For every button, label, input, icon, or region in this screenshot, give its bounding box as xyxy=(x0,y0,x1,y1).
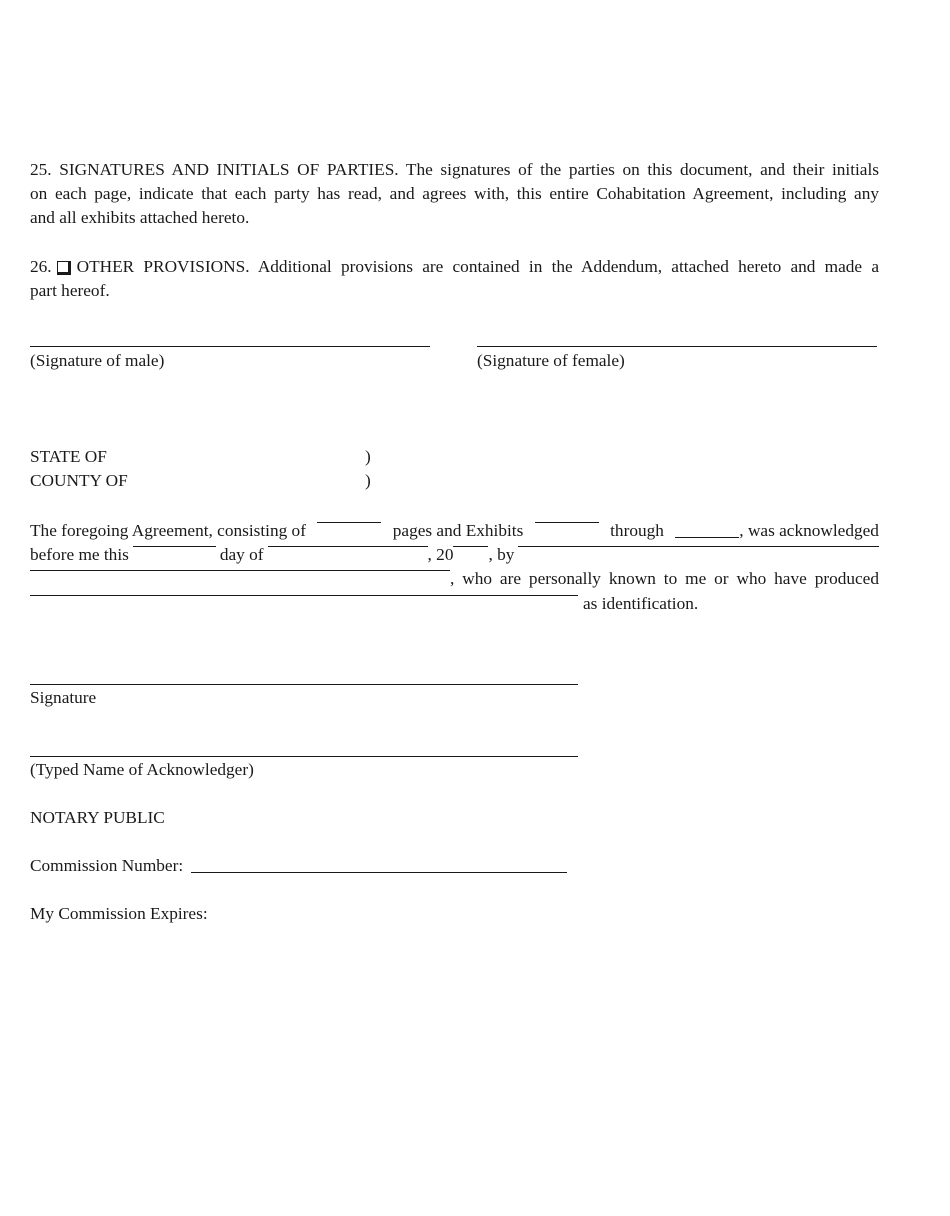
section-25-paragraph xyxy=(30,158,879,231)
section-25-line-1 xyxy=(30,158,879,182)
exhibits-to-blank[interactable] xyxy=(675,536,739,538)
ack-text-4a: as identification. xyxy=(583,593,699,613)
identification-blank[interactable] xyxy=(30,594,578,596)
acknowledger-name-blank[interactable] xyxy=(518,545,879,547)
day-blank[interactable] xyxy=(133,545,216,547)
county-paren: ) xyxy=(365,471,371,490)
section-26-paragraph xyxy=(30,255,879,303)
typed-name-label: (Typed Name of Acknowledger) xyxy=(30,760,254,779)
other-provisions-checkbox[interactable] xyxy=(57,261,71,275)
acknowledger-name-blank-2[interactable] xyxy=(30,569,450,571)
pages-count-blank[interactable] xyxy=(317,521,381,523)
ack-text-2b: day of xyxy=(219,545,264,565)
month-blank[interactable] xyxy=(268,545,428,547)
female-signature-label: (Signature of female) xyxy=(477,351,625,370)
section-25-text-1: 25. SIGNATURES AND INITIALS OF PARTIES. The signatures of the parties on this document, and their initials xyxy=(30,160,879,179)
section-26-number: 26. xyxy=(30,257,52,276)
ack-text-2d: , by xyxy=(488,545,515,565)
county-of-label: COUNTY OF xyxy=(30,471,128,490)
exhibits-from-blank[interactable] xyxy=(535,521,599,523)
commission-number-row xyxy=(30,856,567,876)
section-26-text-2: part hereof. xyxy=(30,281,110,301)
section-25-text-3: and all exhibits attached hereto. xyxy=(30,208,250,228)
ack-text-3a: , who are personally known to me or who have produced xyxy=(450,569,879,589)
section-26-text-1: OTHER PROVISIONS. Additional provisions are contained in the Addendum, attached hereto and made a xyxy=(76,257,879,276)
ack-text-1a: The foregoing Agreement, consisting of xyxy=(30,521,306,540)
ack-line-1 xyxy=(30,519,879,543)
male-signature-line[interactable] xyxy=(30,346,430,347)
female-signature-line[interactable] xyxy=(477,346,877,347)
section-25-text-2: on each page, indicate that each party has read, and agrees with, this entire Cohabitation Agreement, including any xyxy=(30,184,879,204)
ack-line-2 xyxy=(30,543,879,567)
commission-number-label: Commission Number: xyxy=(30,856,184,875)
section-26-line-1 xyxy=(30,255,879,279)
ack-text-1d: , was acknowledged xyxy=(739,521,879,540)
ack-text-1b: pages and Exhibits xyxy=(392,521,524,540)
notary-signature-line[interactable] xyxy=(30,684,578,685)
state-of-label: STATE OF xyxy=(30,447,107,466)
commission-number-blank[interactable] xyxy=(191,871,567,873)
section-25-line-3 xyxy=(30,206,879,230)
ack-text-2c: , 20 xyxy=(427,545,454,565)
commission-expires-label: My Commission Expires: xyxy=(30,904,208,923)
ack-text-1c: through xyxy=(610,521,664,540)
section-26-line-2 xyxy=(30,279,879,303)
notary-public-title: NOTARY PUBLIC xyxy=(30,808,165,827)
ack-text-2a: before me this xyxy=(30,545,129,565)
ack-line-3 xyxy=(30,567,879,591)
notary-signature-label: Signature xyxy=(30,688,97,707)
section-25-line-2 xyxy=(30,182,879,206)
ack-line-4 xyxy=(30,592,879,616)
year-blank[interactable] xyxy=(453,545,488,547)
acknowledgment-paragraph xyxy=(30,519,879,616)
typed-name-line[interactable] xyxy=(30,756,578,757)
male-signature-label: (Signature of male) xyxy=(30,351,165,370)
state-paren: ) xyxy=(365,447,371,466)
